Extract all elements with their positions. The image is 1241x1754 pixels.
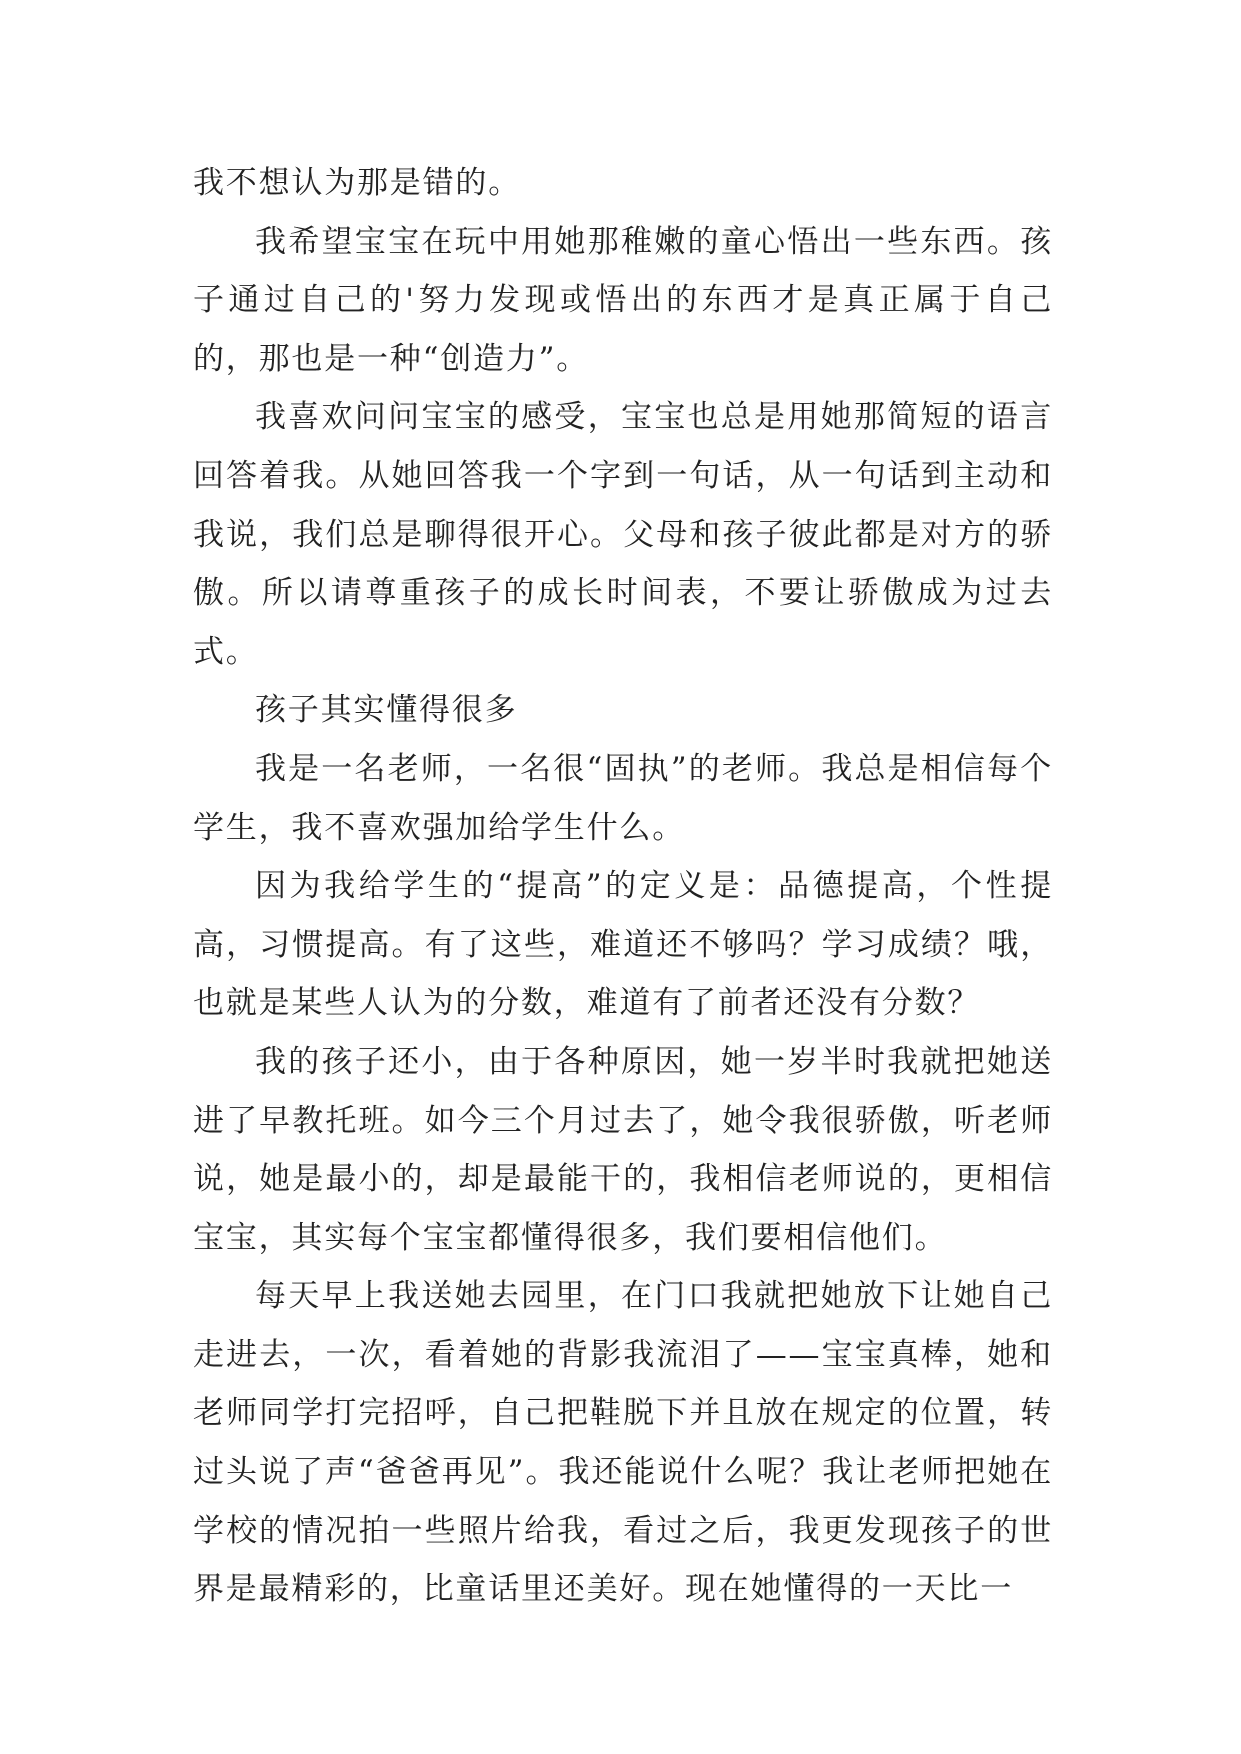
paragraph-2: 我希望宝宝在玩中用她那稚嫩的童心悟出一些东西。孩子通过自己的'努力发现或悟出的东西才是真正属于自己的，那也是一种“创造力”。 bbox=[193, 223, 1053, 377]
paragraph-1: 我不想认为那是错的。 bbox=[193, 165, 521, 201]
paragraph-6: 因为我给学生的“提高”的定义是：品德提高，个性提高，习惯提高。有了这些，难道还不够吗？学习成绩？哦，也就是某些人认为的分数，难道有了前者还没有分数？ bbox=[193, 868, 1053, 1022]
paragraph-8: 每天早上我送她去园里，在门口我就把她放下让她自己走进去，一次，看着她的背影我流泪了——宝宝真棒，她和老师同学打完招呼，自己把鞋脱下并且放在规定的位置，转过头说了声“爸爸再见”。我还能说什么呢？我让老师把她在学校的情况拍一些照片给我，看过之后，我更发现孩子的世界是最精彩的，比童话里还美好。现在她懂得的一天比一 bbox=[193, 1278, 1053, 1608]
document-body bbox=[193, 154, 1053, 1619]
section-heading: 孩子其实懂得很多 bbox=[255, 692, 518, 729]
paragraph-7: 我的孩子还小，由于各种原因，她一岁半时我就把她送进了早教托班。如今三个月过去了，她令我很骄傲，听老师说，她是最小的，却是最能干的，我相信老师说的，更相信宝宝，其实每个宝宝都懂得很多，我们要相信他们。 bbox=[193, 1043, 1053, 1256]
paragraph-3: 我喜欢问问宝宝的感受，宝宝也总是用她那简短的语言回答着我。从她回答我一个字到一句话，从一句话到主动和我说，我们总是聊得很开心。父母和孩子彼此都是对方的骄傲。所以请尊重孩子的成长时间表，不要让骄傲成为过去式。 bbox=[193, 399, 1053, 670]
paragraph-5: 我是一名老师，一名很“固执”的老师。我总是相信每个学生，我不喜欢强加给学生什么。 bbox=[193, 750, 1053, 846]
